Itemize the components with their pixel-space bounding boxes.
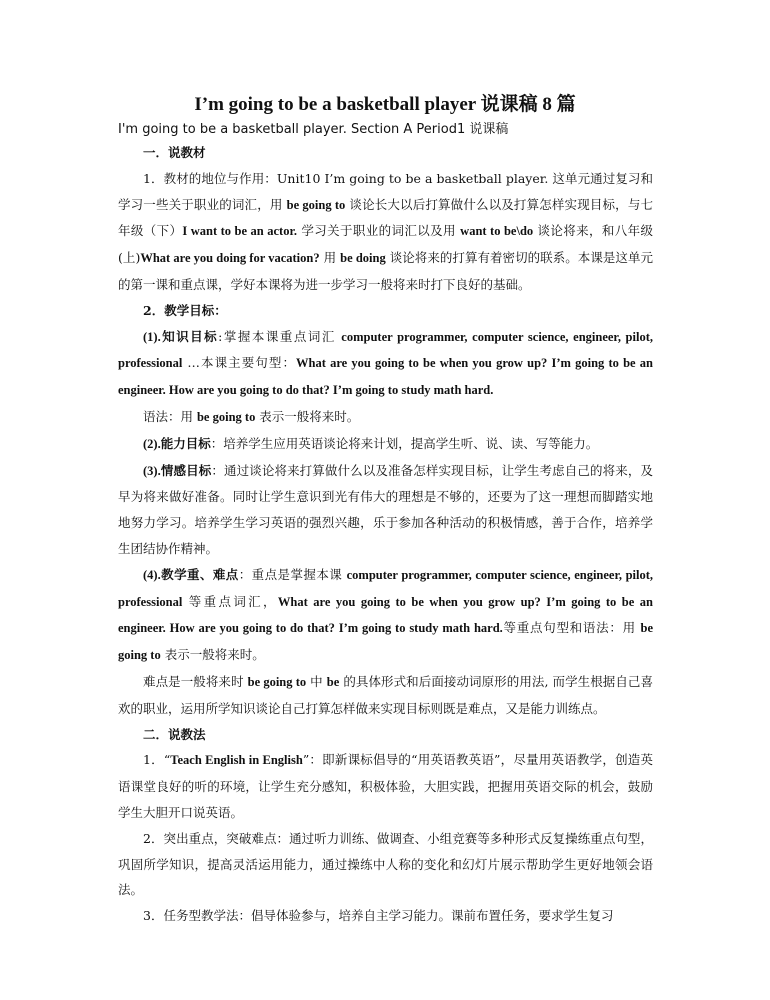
- paragraph-knowledge-goal: (1).知识目标:掌握本课重点词汇 computer programmer, computer science, engineer, pilot, professional …本课主要句型：What are you going to be when you grow up? I’m going to be an engineer. How are you going to do that? I’m going to study math hard.: [118, 328, 653, 398]
- paragraph-emotion-goal: (3).情感目标：通过谈论将来打算做什么以及准备怎样实现目标，让学生考虑自己的将来，及早为将来做好准备。同时让学生意识到光有伟大的理想是不够的，还要为了这一理想而脚踏实地地努力学习。培养学生学习英语的强烈兴趣，乐于参加各种活动的积极情感，善于合作，培养学生团结协作精神。: [118, 462, 653, 556]
- section-heading-textbook: 一．说教材: [143, 145, 206, 160]
- paragraph-teach-in-english: 1．“Teach English in English”：即新课标倡导的“用英语教英语”，尽量用英语教学，创造英语课堂良好的听的环境，让学生充分感知，积极体验，大胆实践，把握用英语交际的机会，鼓励学生大胆开口说英语。: [118, 752, 653, 820]
- paragraph-key-breakthrough: 2．突出重点，突破难点：通过听力训练、做调查、小组竞赛等多种形式反复操练重点句型，巩固所学知识，提高灵活运用能力，通过操练中人称的变化和幻灯片展示帮助学生更好地领会语法。: [118, 830, 653, 898]
- document-title: I’m going to be a basketball player 说课稿 8 篇: [194, 94, 576, 115]
- paragraph-key-points: (4).教学重、难点：重点是掌握本课 computer programmer, computer science, engineer, pilot, professional 等重点词汇，What are you going to be when you grow up? I’m going to be an engineer. How are you going to do that? I’m going to study math hard.等重点句型和语法：用 be going to 表示一般将来时。: [118, 566, 654, 663]
- document-body: [118, 140, 653, 929]
- paragraph-task-based: 3．任务型教学法：倡导体验参与，培养自主学习能力。课前布置任务，要求学生复习: [143, 908, 614, 924]
- paragraph-grammar: 语法：用 be going to 表示一般将来时。: [143, 408, 360, 424]
- paragraph-ability-goal: (2).能力目标：培养学生应用英语谈论将来计划，提高学生听、说、读、写等能力。: [143, 435, 599, 451]
- paragraph-difficult-points: 难点是一般将来时 be going to 中 be 的具体形式和后面接动词原形的用法, 而学生根据自己喜欢的职业，运用所学知识谈论自己打算怎样做来实现目标则既是难点，又是能力训练点。: [118, 673, 653, 716]
- section-heading-teaching-methods: 二．说教法: [143, 726, 206, 742]
- paragraph-role-of-textbook: 1．教材的地位与作用：Unit10 I’m going to be a basketball player. 这单元通过复习和学习一些关于职业的词汇，用 be going to 谈论长大以后打算做什么以及打算怎样实现目标，与七年级（下）I want to be an actor. 学习关于职业的词汇以及用 want to be\do 谈论将来，和八年级(上)What are you doing for vacation? 用 be doing 谈论将来的打算有着密切的联系。本课是这单元的第一课和重点课，学好本课将为进一步学习一般将来时打下良好的基础。: [118, 170, 653, 292]
- document-subtitle: I'm going to be a basketball player. Section A Period1 说课稿: [118, 122, 509, 137]
- subheading-teaching-goals: 2．教学目标：: [143, 302, 227, 318]
